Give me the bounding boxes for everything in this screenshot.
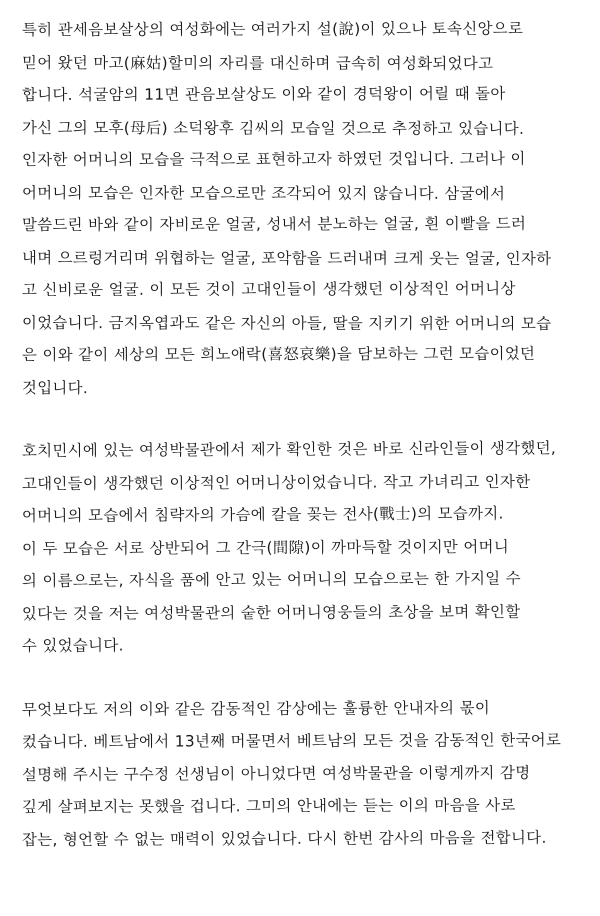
- text-line: 인자한 어머니의 모습을 극적으로 표현하고자 하였던 것입니다. 그러나 이: [21, 149, 526, 169]
- text-line: 어머니의 모습에서 침략자의 가슴에 칼을 꽂는 전사(戰士)의 모습까지.: [21, 504, 504, 525]
- text-line: 잡는, 형언할 수 없는 매력이 있었습니다. 다시 한번 감사의 마음을 전합니다.: [21, 828, 547, 849]
- text-line: 있다는 것을 저는 여성박물관의 숱한 어머니영웅들의 초상을 보며 확인할: [21, 602, 521, 623]
- text-line: 은 이와 같이 세상의 모든 희노애락(喜怒哀樂)을 담보하는 그런 모습이었던: [21, 344, 536, 364]
- text-line: 컸습니다. 베트남에서 13년째 머물면서 베트남의 모든 것을 감동적인 한국어로: [21, 731, 562, 751]
- text-line: 내며 으르렁거리며 위협하는 얼굴, 포악함을 드러내며 크게 웃는 얼굴, 인자하: [21, 248, 552, 268]
- paragraph: [22, 694, 588, 857]
- text-line: 의 이름으로는, 자식을 품에 안고 있는 어머니의 모습으로는 한 가지일 수: [21, 569, 522, 590]
- text-line: 설명해 주시는 구수정 선생님이 아니었다면 여성박물관을 이렇게까지 감명: [21, 763, 531, 784]
- text-line: 합니다. 석굴암의 11면 관음보살상도 이와 같이 경덕왕이 어릴 때 돌아: [21, 84, 506, 104]
- text-line: 이 두 모습은 서로 상반되어 그 간극(間隙)이 까마득할 것이지만 어머니: [21, 537, 510, 558]
- paragraph: [22, 14, 588, 404]
- paragraph: [22, 435, 588, 663]
- text-line: 무엇보다도 저의 이와 같은 감동적인 감상에는 훌륭한 안내자의 몫이: [21, 698, 491, 719]
- text-line: 호치민시에 있는 여성박물관에서 제가 확인한 것은 바로 신라인들이 생각했던,: [21, 439, 557, 460]
- text-line: 가신 그의 모후(母后) 소덕왕후 김씨의 모습일 것으로 추정하고 있습니다.: [21, 118, 525, 138]
- page-body: [22, 14, 588, 856]
- paragraph-gap: [22, 663, 588, 694]
- text-line: 수 있었습니다.: [21, 636, 124, 655]
- text-line: 고대인들이 생각했던 이상적인 어머니상이었습니다. 작고 가녀리고 인자한: [21, 472, 531, 493]
- text-line: 특히 관세음보살상의 여성화에는 여러가지 설(說)이 있으나 토속신앙으로: [21, 19, 524, 39]
- paragraph-gap: [22, 404, 588, 435]
- text-line: 믿어 왔던 마고(麻姑)할미의 자리를 대신하며 급속히 여성화되었다고: [21, 53, 494, 73]
- text-line: 이었습니다. 금지옥엽과도 같은 자신의 아들, 딸을 지키기 위한 어머니의 모습: [21, 313, 552, 333]
- text-line: 깊게 살펴보지는 못했을 겁니다. 그미의 안내에는 듣는 이의 마음을 사로: [21, 796, 516, 816]
- text-line: 것입니다.: [21, 378, 89, 397]
- text-line: 말씀드린 바와 같이 자비로운 얼굴, 성내서 분노하는 얼굴, 흰 이빨을 드러: [21, 214, 527, 234]
- text-line: 어머니의 모습은 인자한 모습으로만 조각되어 있지 않습니다. 삼굴에서: [21, 183, 506, 203]
- text-line: 고 신비로운 얼굴. 이 모든 것이 고대인들이 생각했던 이상적인 어머니상: [21, 279, 516, 299]
